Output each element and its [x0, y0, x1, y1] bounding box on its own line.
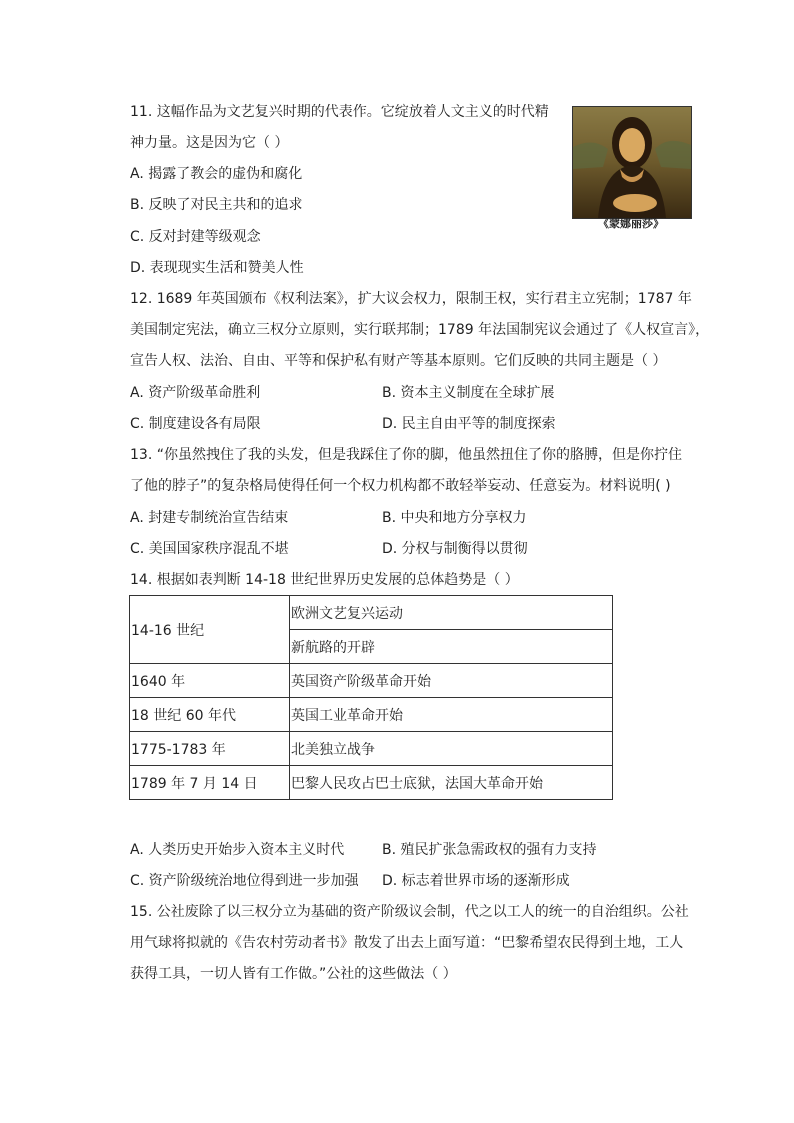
q13-stem-line2: 了他的脖子”的复杂格局使得任何一个权力机构都不敢轻举妄动、任意妄为。材料说明( ): [130, 478, 671, 494]
table-cell-event: 北美独立战争: [290, 732, 613, 766]
history-events-table: [129, 595, 613, 800]
table-cell-period: 1640 年: [130, 664, 290, 698]
q12-option-d[interactable]: D. 民主自由平等的制度探索: [382, 416, 556, 432]
painting-caption: 《蒙娜丽莎》: [598, 217, 664, 230]
table-row: [130, 698, 613, 732]
table-cell-event: 欧洲文艺复兴运动: [290, 596, 613, 630]
q12-stem-line3: 宣告人权、法治、自由、平等和保护私有财产等基本原则。它们反映的共同主题是（ ）: [130, 353, 667, 369]
q14-stem: 14. 根据如表判断 14-18 世纪世界历史发展的总体趋势是（ ）: [130, 572, 519, 588]
q14-option-d[interactable]: D. 标志着世界市场的逐渐形成: [382, 873, 570, 889]
q11-stem-line1: 11. 这幅作品为文艺复兴时期的代表作。它绽放着人文主义的时代精: [130, 104, 549, 120]
q13-option-d[interactable]: D. 分权与制衡得以贯彻: [382, 541, 528, 557]
q13-option-a[interactable]: A. 封建专制统治宣告结束: [130, 510, 289, 526]
q11-option-c[interactable]: C. 反对封建等级观念: [130, 229, 261, 245]
table-row: [130, 664, 613, 698]
table-cell-period: 1789 年 7 月 14 日: [130, 766, 290, 800]
q15-stem-line1: 15. 公社废除了以三权分立为基础的资产阶级议会制，代之以工人的统一的自治组织。公社: [130, 904, 689, 920]
q12-stem-line1: 12. 1689 年英国颁布《权利法案》，扩大议会权力，限制王权，实行君主立宪制；1787 年: [130, 291, 692, 307]
q12-option-c[interactable]: C. 制度建设各有局限: [130, 416, 261, 432]
q11-option-d[interactable]: D. 表现现实生活和赞美人性: [130, 260, 304, 276]
q14-option-a[interactable]: A. 人类历史开始步入资本主义时代: [130, 842, 345, 858]
table-cell-event: 巴黎人民攻占巴士底狱，法国大革命开始: [290, 766, 613, 800]
mona-lisa-painting-image: [572, 106, 692, 219]
q15-stem-line2: 用气球将拟就的《告农村劳动者书》散发了出去上面写道：“巴黎希望农民得到土地，工人: [130, 935, 684, 951]
q11-option-b[interactable]: B. 反映了对民主共和的追求: [130, 197, 303, 213]
q14-option-b[interactable]: B. 殖民扩张急需政权的强有力支持: [382, 842, 597, 858]
q11-option-a[interactable]: A. 揭露了教会的虚伪和腐化: [130, 166, 303, 182]
q15-stem-line3: 获得工具，一切人皆有工作做。”公社的这些做法（ ）: [130, 966, 457, 982]
q13-option-c[interactable]: C. 美国国家秩序混乱不堪: [130, 541, 289, 557]
q12-option-a[interactable]: A. 资产阶级革命胜利: [130, 385, 261, 401]
table-cell-event: 英国工业革命开始: [290, 698, 613, 732]
q13-stem-line1: 13. “你虽然拽住了我的头发，但是我踩住了你的脚，他虽然扭住了你的胳膊，但是你拧住: [130, 447, 682, 463]
table-cell-event: 新航路的开辟: [290, 630, 613, 664]
table-cell-period: 18 世纪 60 年代: [130, 698, 290, 732]
q13-option-b[interactable]: B. 中央和地方分享权力: [382, 510, 527, 526]
q11-stem-line2: 神力量。这是因为它（ ）: [130, 135, 289, 151]
table-row: [130, 766, 613, 800]
q12-option-b[interactable]: B. 资本主义制度在全球扩展: [382, 385, 555, 401]
table-cell-period: 14-16 世纪: [130, 596, 290, 664]
q12-stem-line2: 美国制定宪法，确立三权分立原则，实行联邦制；1789 年法国制宪议会通过了《人权宣言》，: [130, 322, 710, 338]
table-cell-period: 1775-1783 年: [130, 732, 290, 766]
table-cell-event: 英国资产阶级革命开始: [290, 664, 613, 698]
table-row: [130, 732, 613, 766]
q14-option-c[interactable]: C. 资产阶级统治地位得到进一步加强: [130, 873, 359, 889]
table-row: [130, 596, 613, 630]
